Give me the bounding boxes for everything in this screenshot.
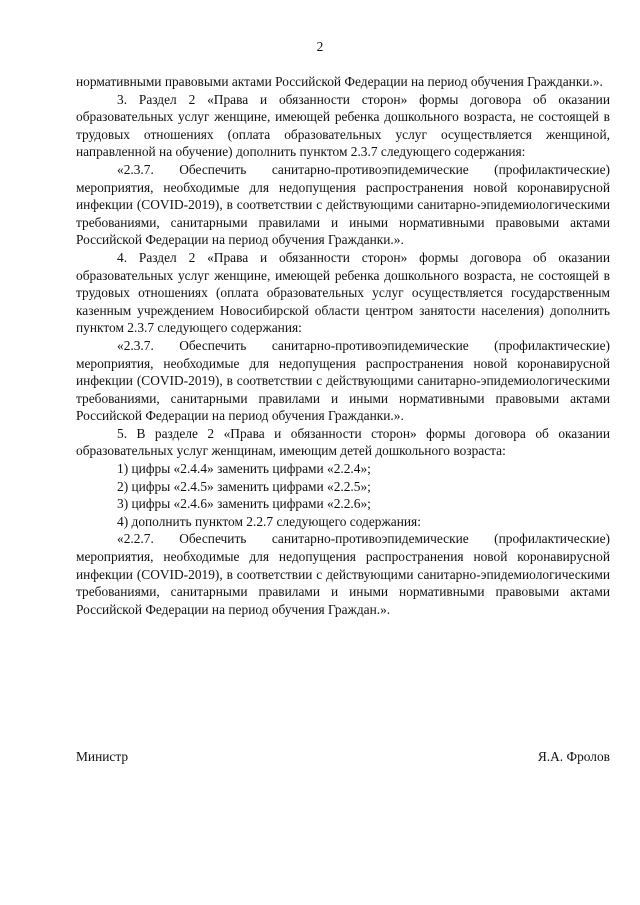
paragraph-item-3: 3. Раздел 2 «Права и обязанности сторон» формы договора об оказании образовательных услуг женщине, имеющей ребенка дошкольного возраста, не состоящей в трудовых отношениях (оплата образовательных услуг осуществляется женщиной, направленной на обучение) дополнить пунктом 2.3.7 следующего содержания: (76, 91, 610, 160)
paragraph-item-5: 5. В разделе 2 «Права и обязанности сторон» формы договора об оказании образовательных услуг женщинам, имеющим детей дошкольного возраста: (76, 425, 610, 459)
paragraph-quote-2-3-7-first: «2.3.7. Обеспечить санитарно-противоэпидемические (профилактические) мероприятия, необходимые для недопущения распространения новой коронавирусной инфекции (COVID-2019), в соответствии с действующими санитарно-эпидемиологическими требованиями, санитарными правилами и иными нормативными правовыми актами Российской Федерации на период обучения Гражданки.». (76, 161, 610, 248)
subitem-3: 3) цифры «2.4.6» заменить цифрами «2.2.6»; (117, 496, 371, 512)
paragraph-continuation: нормативными правовыми актами Российской Федерации на период обучения Гражданки.». (76, 74, 603, 89)
subitem-2: 2) цифры «2.4.5» заменить цифрами «2.2.5»; (117, 478, 371, 494)
paragraph-quote-2-3-7-second: «2.3.7. Обеспечить санитарно-противоэпидемические (профилактические) мероприятия, необходимые для недопущения распространения новой коронавирусной инфекции (COVID-2019), в соответствии с действующими санитарно-эпидемиологическими требованиями, санитарными правилами и иными нормативными правовыми актами Российской Федерации на период обучения Гражданки.». (76, 337, 610, 424)
paragraph-item-4: 4. Раздел 2 «Права и обязанности сторон» формы договора об оказании образовательных услуг женщине, имеющей ребенка дошкольного возраста, не состоящей в трудовых отношениях (оплата образовательных услуг осуществляется государственным казенным учреждением Новосибирской области центром занятости населения) дополнить пунктом 2.3.7 следующего содержания: (76, 249, 610, 336)
signature-block (76, 748, 610, 766)
paragraph-quote-2-2-7: «2.2.7. Обеспечить санитарно-противоэпидемические (профилактические) мероприятия, необходимые для недопущения распространения новой коронавирусной инфекции (COVID-2019), в соответствии с действующими санитарно-эпидемиологическими требованиями, санитарными правилами и иными нормативными правовыми актами Российской Федерации на период обучения Граждан.». (76, 531, 610, 617)
page-number: 2 (316, 39, 324, 54)
subitem-1: 1) цифры «2.4.4» заменить цифрами «2.2.4»; (117, 461, 371, 477)
document-body (76, 73, 610, 618)
subitem-4: 4) дополнить пунктом 2.2.7 следующего содержания: (117, 513, 421, 529)
signatory-name: Я.А. Фролов (537, 749, 610, 764)
signatory-position: Министр (76, 749, 129, 764)
